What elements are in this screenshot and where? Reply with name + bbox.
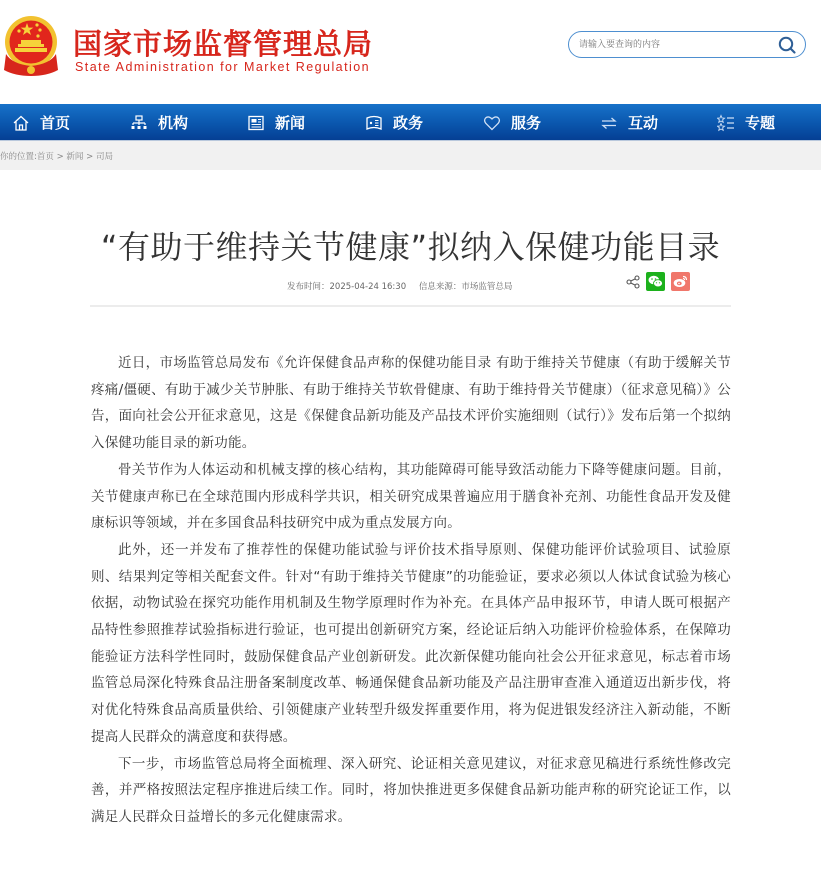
nav-item-topics[interactable] (717, 104, 775, 141)
publish-time-label: 发布时间： (287, 282, 330, 292)
breadcrumb-news[interactable]: 新闻 (66, 152, 84, 162)
nav-item-organization[interactable] (130, 104, 188, 141)
share-toolbar (626, 272, 690, 291)
share-icon[interactable] (626, 275, 640, 289)
site-logo-title[interactable]: 国家市场监督管理总局 (73, 27, 374, 61)
nav-item-home[interactable] (12, 104, 70, 141)
home-icon (12, 114, 30, 132)
book-icon (365, 114, 383, 132)
nav-item-interaction[interactable] (600, 104, 658, 141)
article-paragraph: 下一步，市场监管总局将全面梳理、深入研究、论证相关意见建议，对征求意见稿进行系统性修改完善，并严格按照法定程序推进后续工作。同时，将加快推进更多保健食品新功能声称的研究论证工作，以满足人民群众日益增长的多元化健康需求。 (91, 755, 731, 825)
national-emblem-icon[interactable] (2, 14, 60, 80)
info-source (419, 282, 513, 292)
weibo-share-button[interactable] (671, 272, 690, 291)
article-paragraph: 此外，还一并发布了推荐性的保健功能试验与评价技术指导原则、保健功能评价试验项目、试验原则、结果判定等相关配套文件。针对“有助于维持关节健康”的功能验证，要求必须以人体试食试验为核心依据，动物试验在探究功能作用机制及生物学原理时作为补充。在具体产品申报环节，申请人既可根据产品特性参照推荐试验指标进行验证，也可提出创新研究方案，经论证后纳入功能评价检验体系，在保障功能验证方法科学性同时，鼓励保健食品产业创新研发。此次新保健功能向社会公开征求意见，标志着市场监管总局深化特殊食品注册备案制度改革、畅通保健食品新功能及产品注册审查准入通道迈出新步伐，将对优化特殊食品高质量供给、引领健康产业转型升级发挥重要作用，将为促进银发经济注入新动能，不断提高人民群众的满意度和获得感。 (91, 541, 731, 745)
newspaper-icon (247, 114, 265, 132)
breadcrumb-department[interactable]: 司局 (95, 152, 113, 162)
nav-item-news[interactable] (247, 104, 305, 141)
breadcrumb-prefix: 你的位置: (0, 152, 37, 162)
nav-label: 新闻 (275, 114, 306, 132)
nav-label: 互动 (628, 114, 659, 132)
search-input[interactable] (579, 36, 769, 53)
search-icon[interactable] (777, 35, 797, 55)
breadcrumb-separator: > (53, 152, 67, 162)
heart-icon (483, 114, 501, 132)
article-paragraph: 骨关节作为人体运动和机械支撑的核心结构，其功能障碍可能导致活动能力下降等健康问题。目前，关节健康声称已在全球范围内形成科学共识，相关研究成果普遍应用于膳食补充剂、功能性食品开发及健康标识等领域，并在多国食品科技研究中成为重点发展方向。 (91, 461, 731, 532)
search-box (568, 31, 806, 58)
wechat-share-button[interactable] (646, 272, 665, 291)
breadcrumb-bar (0, 141, 821, 170)
publish-time (287, 282, 406, 292)
publish-time-value: 2025-04-24 16:30 (329, 282, 407, 292)
article-meta (287, 280, 512, 292)
site-logo-subtitle: State Administration for Market Regulation (75, 60, 371, 74)
article-body (91, 350, 731, 831)
article-paragraph: 近日，市场监管总局发布《允许保健食品声称的保健功能目录 有助于维持关节健康（有助于缓解关节疼痛/僵硬、有助于减少关节肿胀、有助于维持关节软骨健康、有助于维持骨关节健康）（征求意见稿）》公告，面向社会公开征求意见，这是《保健食品新功能及产品技术评价实施细则（试行）》发布后第一个拟纳入保健功能目录的新功能。 (91, 355, 731, 452)
site-header (0, 0, 821, 104)
nav-label: 机构 (158, 114, 189, 132)
info-source-value: 市场监管总局 (461, 282, 513, 292)
org-chart-icon (130, 114, 148, 132)
main-nav (0, 104, 821, 141)
nav-label: 政务 (393, 114, 424, 132)
breadcrumb (0, 150, 113, 162)
nav-item-services[interactable] (483, 104, 541, 141)
exchange-arrows-icon (600, 114, 618, 132)
breadcrumb-separator: > (83, 152, 96, 162)
nav-item-government-affairs[interactable] (365, 104, 423, 141)
article-title: “有助于维持关节健康”拟纳入保健功能目录 (100, 228, 721, 266)
info-source-label: 信息来源： (418, 282, 462, 292)
weibo-icon (673, 275, 688, 288)
wechat-icon (648, 275, 663, 288)
nav-label: 服务 (511, 114, 542, 132)
nav-label: 专题 (745, 114, 776, 132)
title-divider (90, 305, 731, 307)
star-list-icon (717, 114, 735, 132)
nav-label: 首页 (40, 114, 71, 132)
breadcrumb-home[interactable]: 首页 (36, 152, 54, 162)
